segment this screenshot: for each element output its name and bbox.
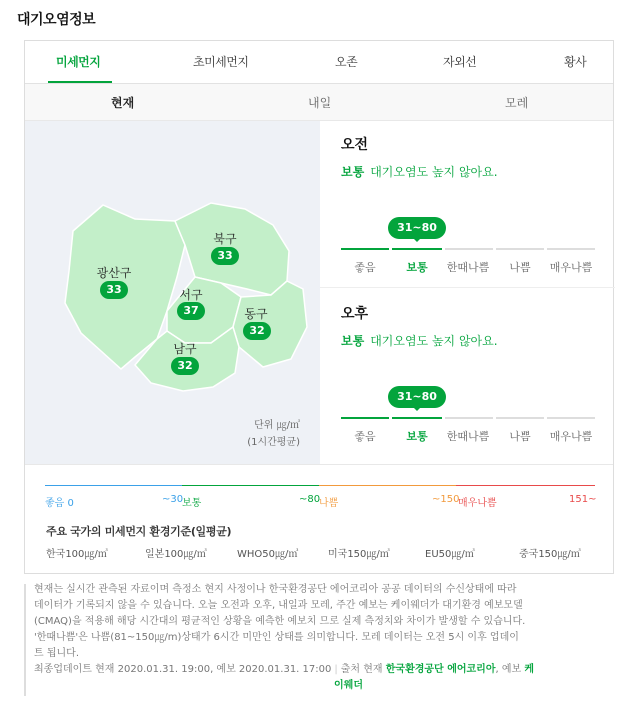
forecast-divider xyxy=(320,287,615,288)
tab-now[interactable]: 현재 xyxy=(111,96,135,110)
forecast-panel xyxy=(320,121,615,464)
forecast-pm-scale-good: 좋음 xyxy=(354,430,376,443)
standard-china: 중국150㎍/㎥ xyxy=(519,549,581,560)
standard-korea: 한국100㎍/㎥ xyxy=(46,549,108,560)
region-value-nam[interactable]: 32 xyxy=(171,357,199,375)
tab-ozone[interactable]: 오존 xyxy=(335,55,358,69)
update-line: 최종업데이트 현재 2020.01.31. 19:00, 예보 2020.01.31. 17:00 | 출처 현재 한국환경공단 에어코리아, 예보 케 xyxy=(34,664,535,675)
forecast-am-scale-moderate: 보통 xyxy=(406,261,428,274)
legend-bar-good xyxy=(45,485,182,486)
notes-bar xyxy=(24,584,26,696)
source-mid: , 예보 xyxy=(495,664,522,675)
forecast-pm-scale-very-bad: 매우나쁨 xyxy=(549,430,593,443)
unit-label: 단위 ㎍/㎥ xyxy=(254,420,300,431)
air-quality-panel xyxy=(24,40,614,574)
info-notes xyxy=(24,582,614,694)
region-value-buk[interactable]: 33 xyxy=(211,247,239,265)
forecast-pm-scale-moderate: 보통 xyxy=(406,430,428,443)
forecast-pm xyxy=(320,290,615,460)
legend-good-max: ~30 xyxy=(162,494,184,505)
grade-legend xyxy=(25,464,613,576)
tab-pm10[interactable]: 미세먼지 xyxy=(56,55,101,69)
forecast-am-scale-temp-bad: 한때나쁨 xyxy=(446,261,490,274)
forecast-am-status xyxy=(341,163,498,180)
forecast-am-seg-very-bad xyxy=(547,248,595,250)
last-updated: 최종업데이트 현재 2020.01.31. 19:00, 예보 2020.01.31. 17:00 xyxy=(34,664,332,675)
forecast-pm-scale-temp-bad: 한때나쁨 xyxy=(446,430,490,443)
forecast-am-scale-bad: 나쁨 xyxy=(509,261,531,274)
region-map xyxy=(25,121,320,464)
legend-good-label: 좋음 0 xyxy=(45,498,74,509)
tab-tomorrow[interactable]: 내일 xyxy=(308,96,332,110)
note-line-5: 트 됩니다. xyxy=(34,648,79,659)
legend-moderate-label: 보통 xyxy=(182,498,202,509)
tab-pm25[interactable]: 초미세먼지 xyxy=(193,55,249,69)
forecast-am-seg-good xyxy=(341,248,389,250)
active-tab-indicator xyxy=(48,81,112,83)
forecast-am-seg-temp-bad xyxy=(445,248,493,250)
tab-uv[interactable]: 자외선 xyxy=(443,55,477,69)
update-line-2 xyxy=(334,678,614,694)
note-line-3: (CMAQ)을 적용해 해당 시간대의 평균적인 상황을 예측한 예보치 므로 실제 측정치와 차이가 발생할 수 있습니다. xyxy=(34,616,526,627)
source-link-kweather-b[interactable]: 이웨더 xyxy=(334,680,363,691)
forecast-am-desc: 대기오염도 높지 않아요. xyxy=(370,165,498,179)
note-line-2: 데이터가 기록되지 않을 수 있습니다. 오늘 오전과 오후, 내일과 모레, 주간 예보는 케이웨더가 대기환경 예보모델 xyxy=(34,600,523,611)
forecast-pm-grade: 보통 xyxy=(341,334,365,348)
legend-bar-bad xyxy=(319,485,456,486)
forecast-am-scale-good: 좋음 xyxy=(354,261,376,274)
forecast-pm-seg-good xyxy=(341,417,389,419)
tab-yellow-dust[interactable]: 황사 xyxy=(564,55,587,69)
standard-japan: 일본100㎍/㎥ xyxy=(145,549,207,560)
tab-day-after[interactable]: 모레 xyxy=(505,96,529,110)
average-label: (1시간평균) xyxy=(247,437,300,448)
region-label-gwangsan: 광산구 xyxy=(96,266,132,280)
pollutant-tabs xyxy=(25,41,613,84)
day-tabs xyxy=(25,84,613,121)
region-label-dong: 동구 xyxy=(244,307,268,321)
region-label-buk: 북구 xyxy=(213,232,237,246)
legend-very-bad-min: 151~ xyxy=(569,494,597,505)
forecast-am-title: 오전 xyxy=(341,137,369,153)
source-link-airkorea[interactable]: 한국환경공단 에어코리아 xyxy=(385,664,496,675)
forecast-am xyxy=(320,121,615,287)
region-value-dong[interactable]: 32 xyxy=(243,322,271,340)
forecast-am-range: 31~80 xyxy=(388,217,446,239)
page-title: 대기오염정보 xyxy=(17,12,96,28)
forecast-pm-seg-very-bad xyxy=(547,417,595,419)
region-value-seo[interactable]: 37 xyxy=(177,302,205,320)
forecast-pm-status xyxy=(341,332,498,349)
standard-usa: 미국150㎍/㎥ xyxy=(328,549,390,560)
source-prefix: 출처 현재 xyxy=(340,664,383,675)
legend-moderate-max: ~80 xyxy=(299,494,321,505)
forecast-pm-seg-bad xyxy=(496,417,544,419)
legend-bar-moderate xyxy=(182,485,319,486)
forecast-pm-scale-bad: 나쁨 xyxy=(509,430,531,443)
region-label-nam: 남구 xyxy=(173,342,197,356)
standard-eu: EU50㎍/㎥ xyxy=(425,549,475,560)
forecast-pm-seg-temp-bad xyxy=(445,417,493,419)
legend-bad-max: ~150 xyxy=(432,494,460,505)
forecast-pm-range: 31~80 xyxy=(388,386,446,408)
note-line-1: 현재는 실시간 관측된 자료이며 측정소 현지 사정이나 한국환경공단 에어코리아 공공 데이터의 수신상태에 따라 xyxy=(34,584,517,595)
source-link-kweather-a[interactable]: 케 xyxy=(524,664,535,675)
forecast-am-seg-bad xyxy=(496,248,544,250)
forecast-am-seg-moderate xyxy=(392,248,442,250)
region-label-seo: 서구 xyxy=(179,288,203,302)
standard-who: WHO50㎍/㎥ xyxy=(237,549,299,560)
forecast-am-grade: 보통 xyxy=(341,165,365,179)
standards-title: 주요 국가의 미세먼지 환경기준(일평균) xyxy=(46,525,232,538)
forecast-pm-seg-moderate xyxy=(392,417,442,419)
note-line-4: '한때나쁨'은 나쁨(81~150㎍/m)상태가 6시간 미만인 상태를 의미합니다. 모레 데이터는 오전 5시 이후 업데이 xyxy=(34,632,519,643)
region-value-gwangsan[interactable]: 33 xyxy=(100,281,128,299)
forecast-pm-desc: 대기오염도 높지 않아요. xyxy=(370,334,498,348)
legend-bad-label: 나쁨 xyxy=(319,498,339,509)
legend-bar-very-bad xyxy=(456,485,595,486)
legend-very-bad-label: 매우나쁨 xyxy=(458,498,497,509)
forecast-am-scale-very-bad: 매우나쁨 xyxy=(549,261,593,274)
forecast-pm-title: 오후 xyxy=(341,306,369,322)
